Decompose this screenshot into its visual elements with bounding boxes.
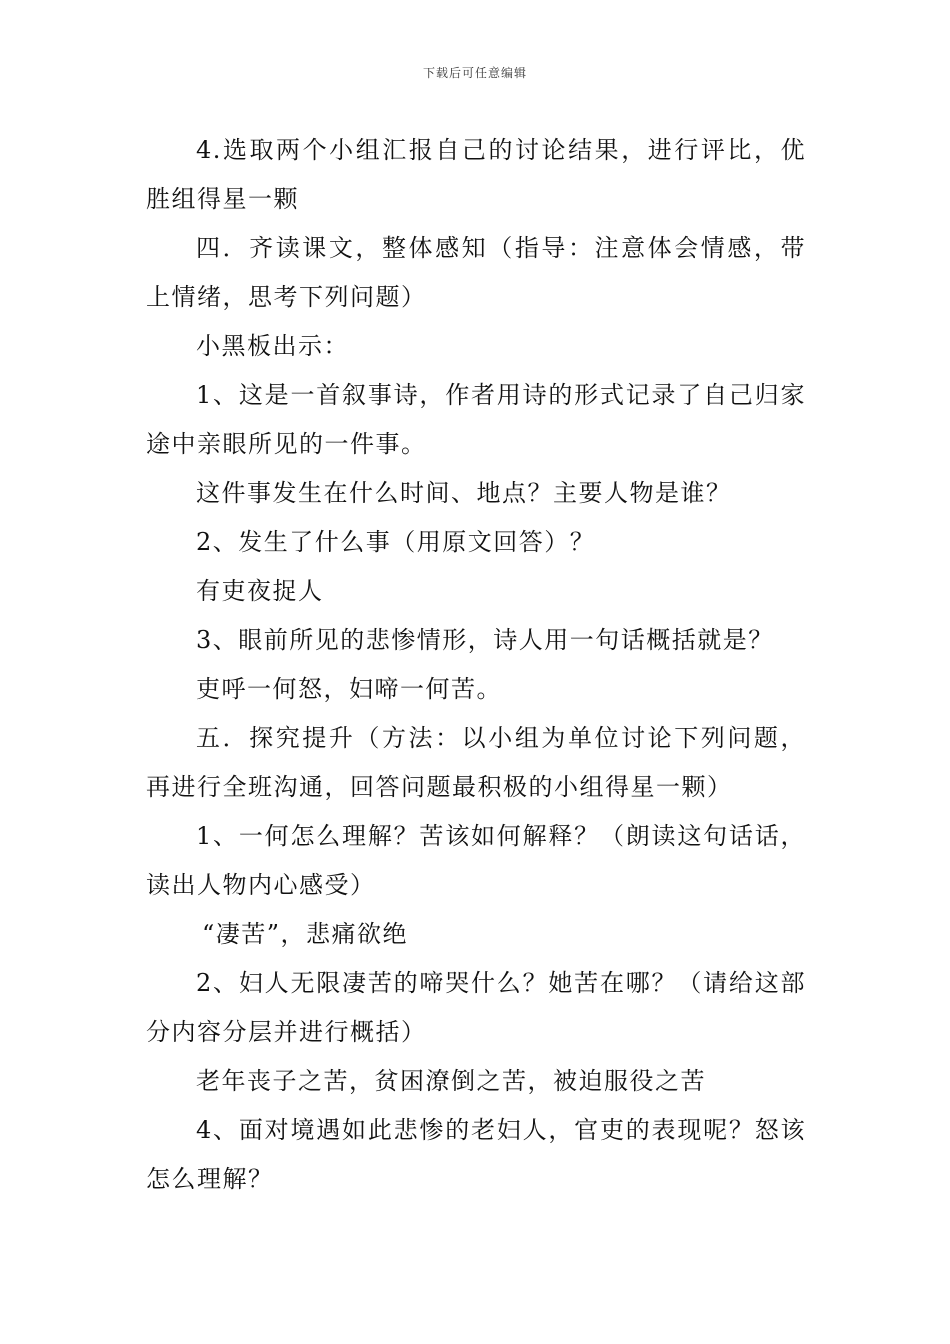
document-body xyxy=(146,126,806,1204)
paragraph-inquiry-1-answer: “凄苦”，悲痛欲绝 xyxy=(202,920,409,948)
paragraph-inquiry-1: 1、一何怎么理解？苦该如何解释？（朗读这句话话，读出人物内心感受） xyxy=(146,822,806,899)
paragraph-section-5-heading: 五．探究提升（方法：以小组为单位讨论下列问题，再进行全班沟通，回答问题最积极的小组得星一颗） xyxy=(146,724,806,801)
paragraph-question-3: 3、眼前所见的悲惨情形，诗人用一句话概括就是？ xyxy=(196,626,774,654)
paragraph-section-4-heading: 四．齐读课文，整体感知（指导：注意体会情感，带上情绪，思考下列问题） xyxy=(146,234,806,311)
paragraph-answer-2: 有吏夜捉人 xyxy=(196,577,324,605)
paragraph-step-4: 4.选取两个小组汇报自己的讨论结果，进行评比，优胜组得星一颗 xyxy=(146,136,806,213)
paragraph-inquiry-2-answer: 老年丧子之苦，贫困潦倒之苦，被迫服役之苦 xyxy=(196,1067,706,1095)
paragraph-inquiry-4: 4、面对境遇如此悲惨的老妇人，官吏的表现呢？怒该怎么理解？ xyxy=(146,1116,806,1193)
page-header: 下载后可任意编辑 xyxy=(422,66,527,80)
paragraph-question-2: 2、发生了什么事（用原文回答）？ xyxy=(196,528,596,556)
paragraph-blackboard-label: 小黑板出示： xyxy=(196,332,349,360)
paragraph-inquiry-2: 2、妇人无限凄苦的啼哭什么？她苦在哪？（请给这部分内容分层并进行概括） xyxy=(146,969,806,1046)
paragraph-question-1-sub: 这件事发生在什么时间、地点？主要人物是谁？ xyxy=(196,479,732,507)
paragraph-question-1: 1、这是一首叙事诗，作者用诗的形式记录了自己归家途中亲眼所见的一件事。 xyxy=(146,381,806,458)
paragraph-answer-3: 吏呼一何怒，妇啼一何苦。 xyxy=(196,675,502,703)
